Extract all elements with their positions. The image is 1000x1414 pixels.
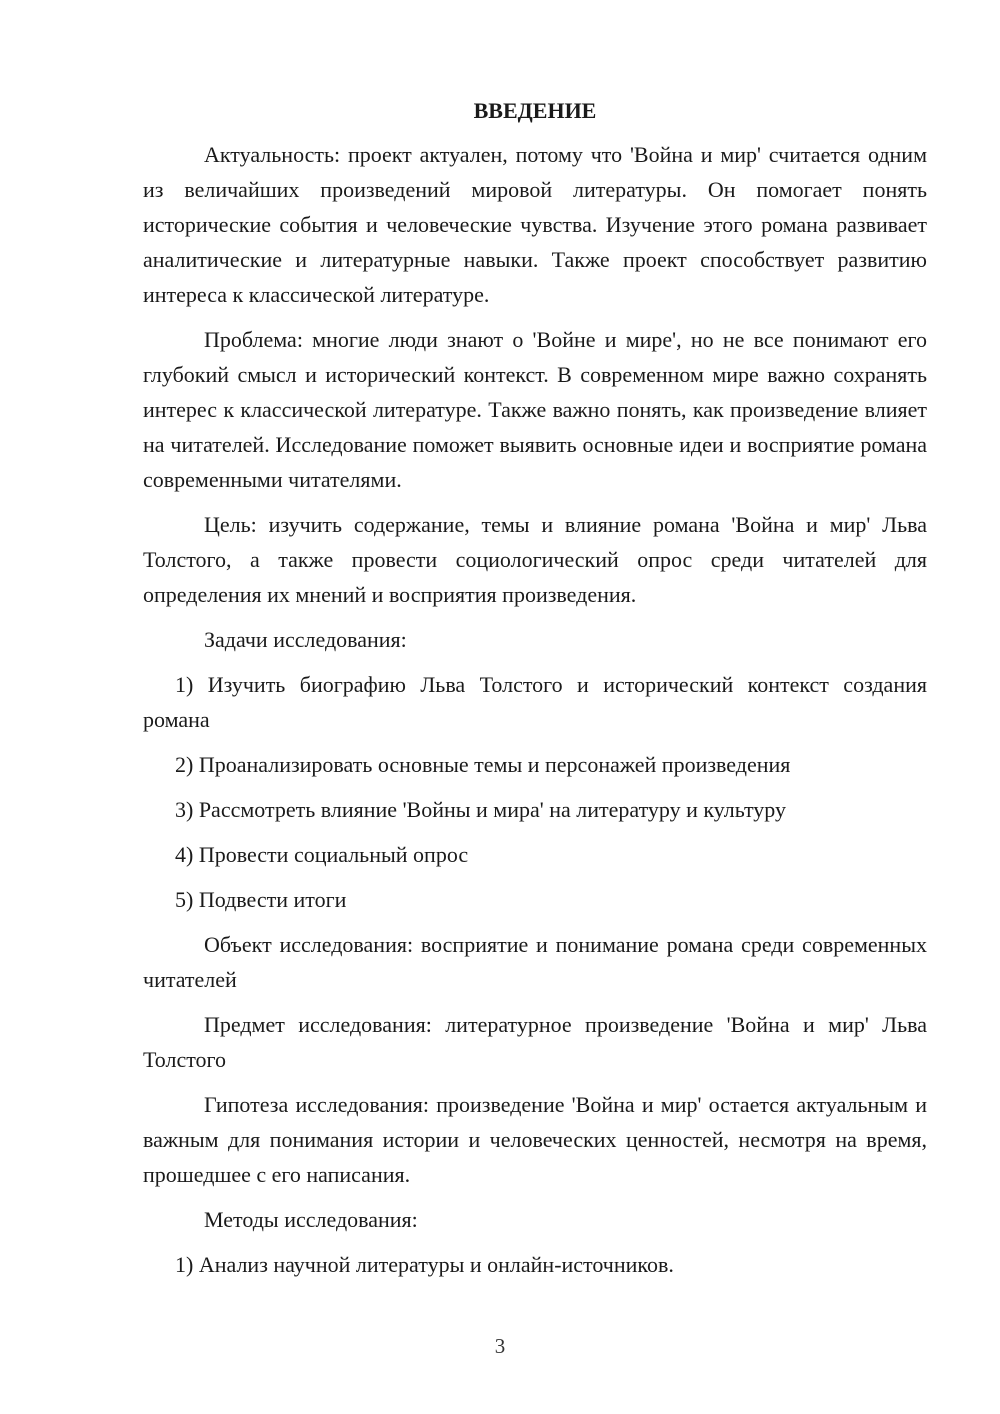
tasks-list [143,667,927,917]
hypothesis-paragraph: Гипотеза исследования: произведение 'Война и мир' остается актуальным и важным для понимания истории и человеческих ценностей, несмотря на время, прошедшее с его написания. [143,1092,927,1187]
tasks-heading: Задачи исследования: [204,627,407,652]
task-item: 2) Проанализировать основные темы и персонажей произведения [175,752,791,777]
task-item: 3) Рассмотреть влияние 'Войны и мира' на литературу и культуру [175,797,787,822]
document-page [143,96,927,1292]
task-item: 1) Изучить биографию Льва Толстого и исторический контекст создания романа [143,672,927,732]
task-item: 4) Провести социальный опрос [175,842,469,867]
goal-paragraph: Цель: изучить содержание, темы и влияние романа 'Война и мир' Льва Толстого, а также провести социологический опрос среди читателей для определения их мнений и восприятия произведения. [143,512,927,607]
page-number: 3 [494,1334,506,1358]
section-title: ВВЕДЕНИЕ [473,98,597,123]
object-paragraph: Объект исследования: восприятие и понимание романа среди современных читателей [143,932,927,992]
problem-paragraph: Проблема: многие люди знают о 'Войне и мире', но не все понимают его глубокий смысл и исторический контекст. В современном мире важно сохранять интерес к классической литературе. Также важно понять, как произведение влияет на читателей. Исследование поможет выявить основные идеи и восприятие романа современными читателями. [143,327,927,492]
methods-heading: Методы исследования: [204,1207,418,1232]
relevance-paragraph: Актуальность: проект актуален, потому что 'Война и мир' считается одним из величайших произведений мировой литературы. Он помогает понять исторические события и человеческие чувства. Изучение этого романа развивает аналитические и литературные навыки. Также проект способствует развитию интереса к классической литературе. [143,142,927,307]
method-item: 1) Анализ научной литературы и онлайн-источников. [175,1252,674,1277]
methods-list [143,1247,927,1282]
subject-paragraph: Предмет исследования: литературное произведение 'Война и мир' Льва Толстого [143,1012,927,1072]
task-item: 5) Подвести итоги [175,887,347,912]
